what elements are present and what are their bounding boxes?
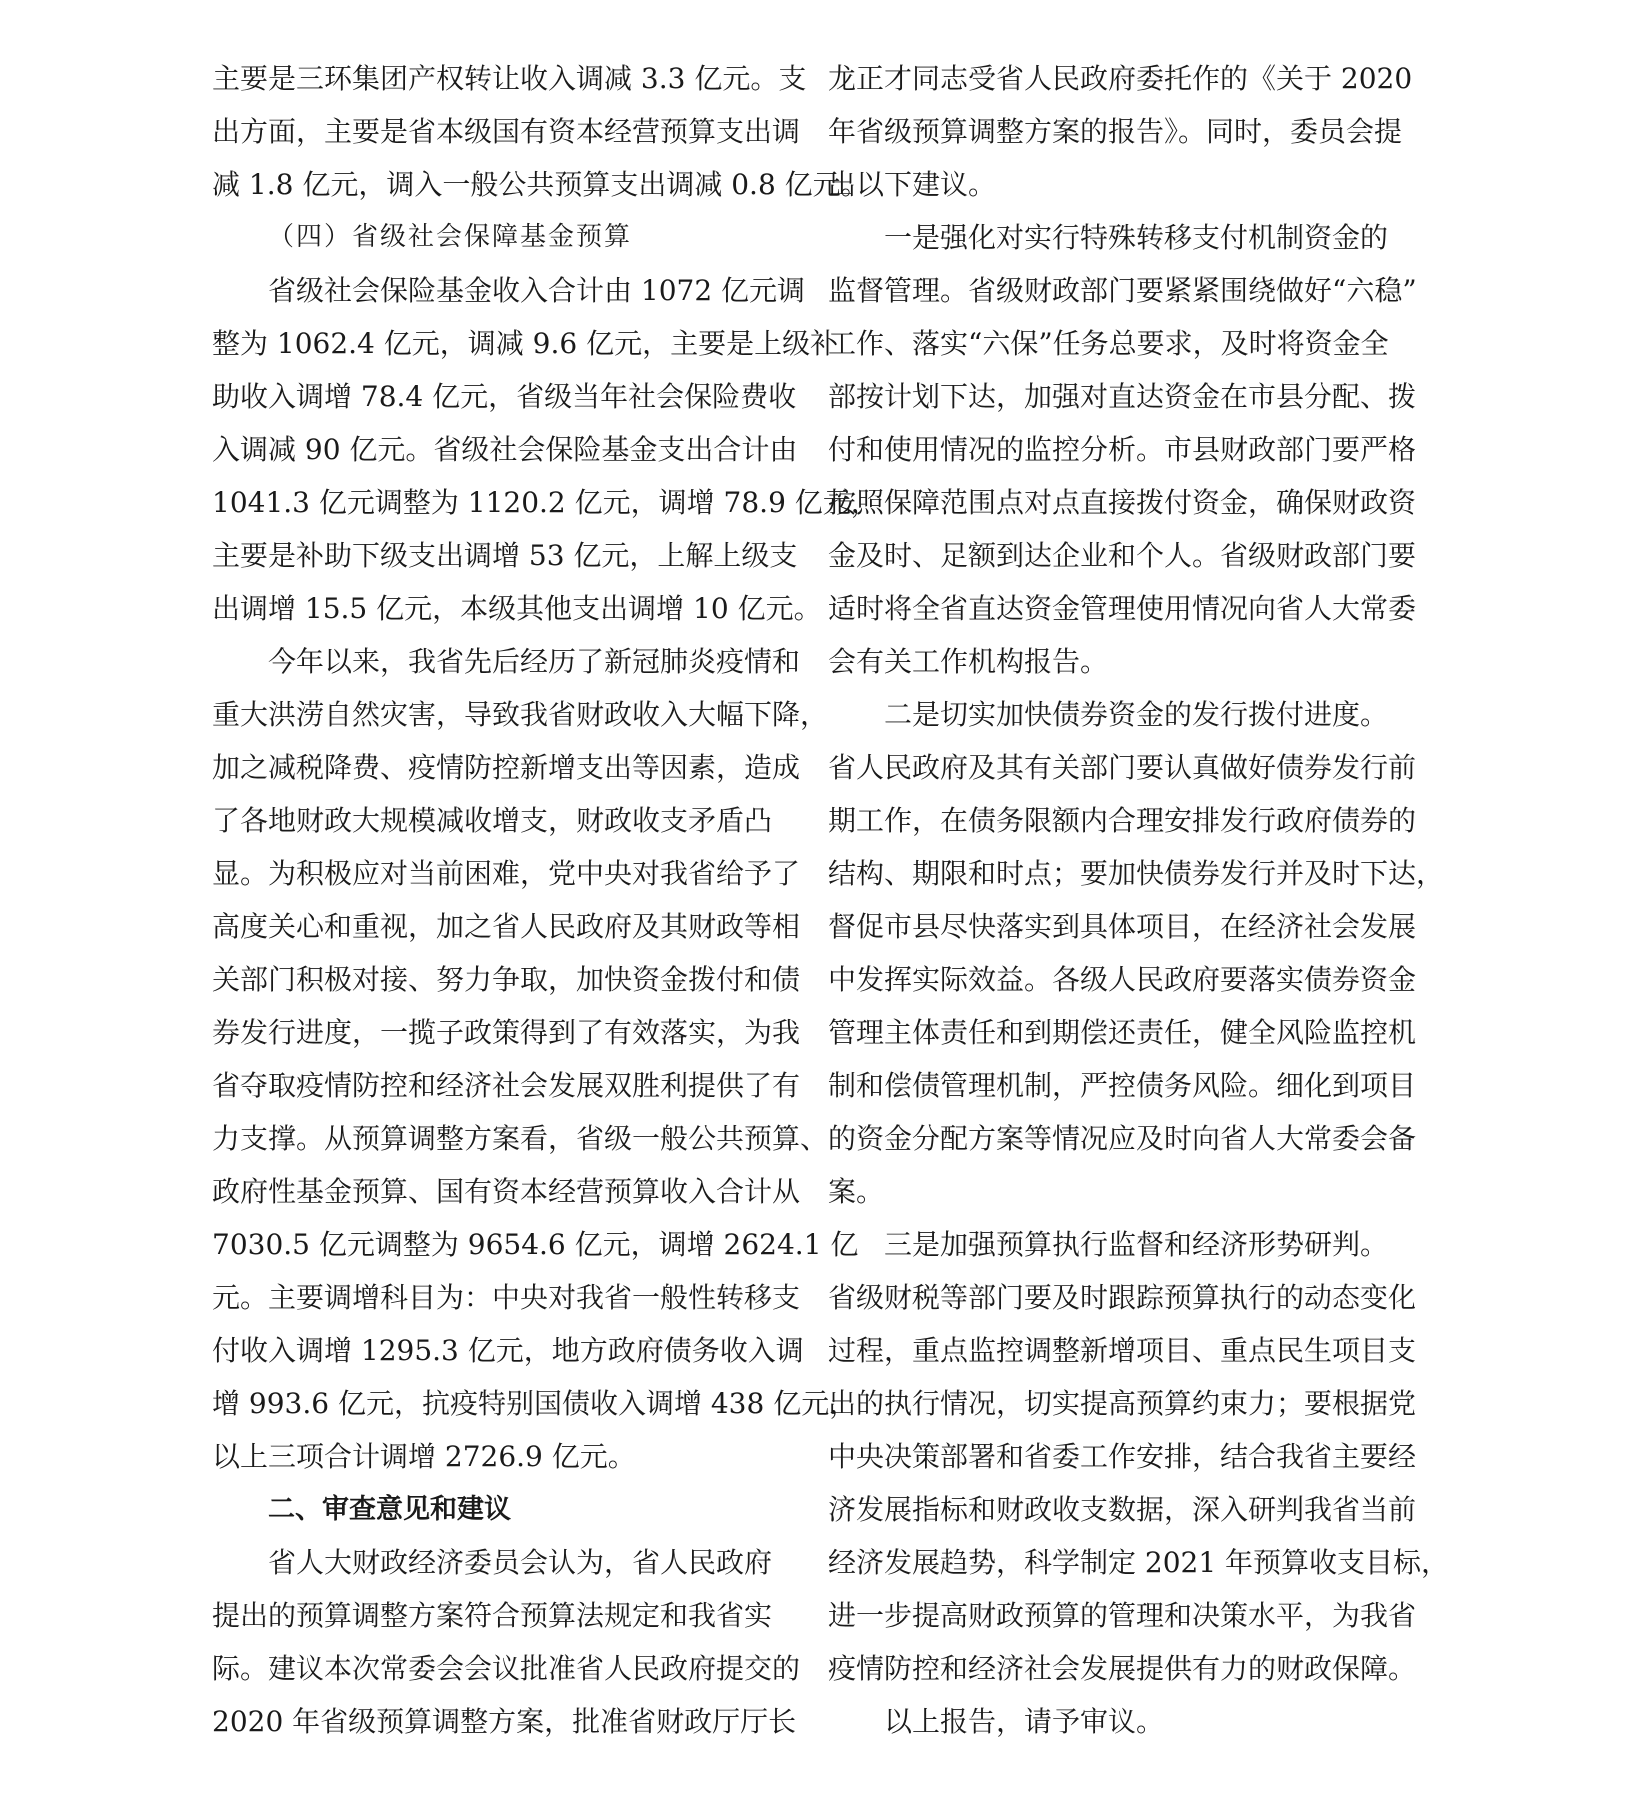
text-line: 政府性基金预算、国有资本经营预算收入合计从 (212, 1175, 801, 1208)
text-line: 制和偿债管理机制，严控债务风险。细化到项目 (828, 1069, 1417, 1102)
text-line: 二是切实加快债券资金的发行拨付进度。 (884, 698, 1389, 731)
text-line: 出方面，主要是省本级国有资本经营预算支出调 (212, 115, 801, 148)
text-line: 管理主体责任和到期偿还责任，健全风险监控机 (828, 1016, 1417, 1049)
text-line: 助收入调增 78.4 亿元，省级当年社会保险费收 (212, 380, 797, 413)
text-line: 出调增 15.5 亿元，本级其他支出调增 10 亿元。 (212, 592, 822, 625)
text-line: 一是强化对实行特殊转移支付机制资金的 (884, 221, 1389, 254)
text-line: 省人民政府及其有关部门要认真做好债券发行前 (828, 751, 1417, 784)
text-line: 经济发展趋势，科学制定 2021 年预算收支目标， (828, 1546, 1450, 1579)
text-line: 提出的预算调整方案符合预算法规定和我省实 (212, 1599, 773, 1632)
text-line: 会有关工作机构报告。 (828, 645, 1109, 678)
text-line: 适时将全省直达资金管理使用情况向省人大常委 (828, 592, 1417, 625)
text-line: 过程，重点监控调整新增项目、重点民生项目支 (828, 1334, 1417, 1367)
text-line: 工作、落实“六保”任务总要求，及时将资金全 (828, 327, 1389, 360)
section-heading: 二、审查意见和建议 (268, 1494, 511, 1525)
text-line: 以上报告，请予审议。 (884, 1705, 1165, 1738)
text-line: 三是加强预算执行监督和经济形势研判。 (884, 1228, 1389, 1261)
text-line: 付收入调增 1295.3 亿元，地方政府债务收入调 (212, 1334, 804, 1367)
text-line: 元。主要调增科目为：中央对我省一般性转移支 (212, 1281, 801, 1314)
text-line: 出以下建议。 (828, 168, 997, 201)
text-line: 省级社会保险基金收入合计由 1072 亿元调 (268, 274, 806, 307)
text-line: 中央决策部署和省委工作安排，结合我省主要经 (828, 1440, 1417, 1473)
text-line: 7030.5 亿元调整为 9654.6 亿元，调增 2624.1 亿 (212, 1228, 859, 1261)
text-line: 主要是三环集团产权转让收入调减 3.3 亿元。支 (212, 62, 807, 95)
left-column (212, 52, 879, 1748)
section-subheading: （四）省级社会保障基金预算 (268, 222, 633, 252)
text-line: 济发展指标和财政收支数据，深入研判我省当前 (828, 1493, 1417, 1526)
text-line: 了各地财政大规模减收增支，财政收支矛盾凸 (212, 804, 773, 837)
text-line: 2020 年省级预算调整方案，批准省财政厅厅长 (212, 1705, 797, 1738)
text-line: 1041.3 亿元调整为 1120.2 亿元，调增 78.9 亿元， (212, 486, 879, 519)
text-line: 关部门积极对接、努力争取，加快资金拨付和债 (212, 963, 801, 996)
text-line: 进一步提高财政预算的管理和决策水平，为我省 (828, 1599, 1417, 1632)
text-line: 出的执行情况，切实提高预算约束力；要根据党 (828, 1387, 1417, 1420)
right-column (828, 52, 1450, 1748)
text-line: 部按计划下达，加强对直达资金在市县分配、拨 (828, 380, 1417, 413)
text-line: 力支撑。从预算调整方案看，省级一般公共预算、 (212, 1122, 829, 1155)
text-line: 龙正才同志受省人民政府委托作的《关于 2020 (828, 62, 1413, 95)
text-line: 减 1.8 亿元，调入一般公共预算支出调减 0.8 亿元。 (212, 168, 869, 201)
text-line: 际。建议本次常委会会议批准省人民政府提交的 (212, 1652, 801, 1685)
text-line: 中发挥实际效益。各级人民政府要落实债券资金 (828, 963, 1417, 996)
text-line: 加之减税降费、疫情防控新增支出等因素，造成 (212, 751, 801, 784)
text-line: 显。为积极应对当前困难，党中央对我省给予了 (212, 857, 801, 890)
text-line: 增 993.6 亿元，抗疫特别国债收入调增 438 亿元， (212, 1387, 858, 1420)
text-line: 金及时、足额到达企业和个人。省级财政部门要 (828, 539, 1417, 572)
text-line: 案。 (828, 1175, 885, 1208)
text-line: 省夺取疫情防控和经济社会发展双胜利提供了有 (212, 1069, 801, 1102)
text-line: 重大洪涝自然灾害，导致我省财政收入大幅下降， (212, 698, 829, 731)
text-line: 省人大财政经济委员会认为，省人民政府 (268, 1546, 773, 1579)
text-line: 督促市县尽快落实到具体项目，在经济社会发展 (828, 910, 1417, 943)
text-line: 按照保障范围点对点直接拨付资金，确保财政资 (828, 486, 1417, 519)
text-line: 的资金分配方案等情况应及时向省人大常委会备 (828, 1122, 1417, 1155)
text-line: 年省级预算调整方案的报告》。同时，委员会提 (828, 115, 1403, 148)
text-line: 高度关心和重视，加之省人民政府及其财政等相 (212, 910, 801, 943)
text-line: 期工作，在债务限额内合理安排发行政府债券的 (828, 804, 1417, 837)
text-line: 整为 1062.4 亿元，调减 9.6 亿元，主要是上级补 (212, 327, 839, 360)
text-line: 监督管理。省级财政部门要紧紧围绕做好“六稳” (828, 274, 1417, 307)
text-line: 结构、期限和时点；要加快债券发行并及时下达， (828, 857, 1445, 890)
text-line: 付和使用情况的监控分析。市县财政部门要严格 (828, 433, 1417, 466)
text-line: 主要是补助下级支出调增 53 亿元，上解上级支 (212, 539, 798, 572)
text-line: 券发行进度，一揽子政策得到了有效落实，为我 (212, 1016, 801, 1049)
text-line: 省级财税等部门要及时跟踪预算执行的动态变化 (828, 1281, 1417, 1314)
text-line: 以上三项合计调增 2726.9 亿元。 (212, 1440, 636, 1473)
text-line: 今年以来，我省先后经历了新冠肺炎疫情和 (268, 645, 801, 678)
text-line: 入调减 90 亿元。省级社会保险基金支出合计由 (212, 433, 798, 466)
text-line: 疫情防控和经济社会发展提供有力的财政保障。 (828, 1652, 1417, 1685)
